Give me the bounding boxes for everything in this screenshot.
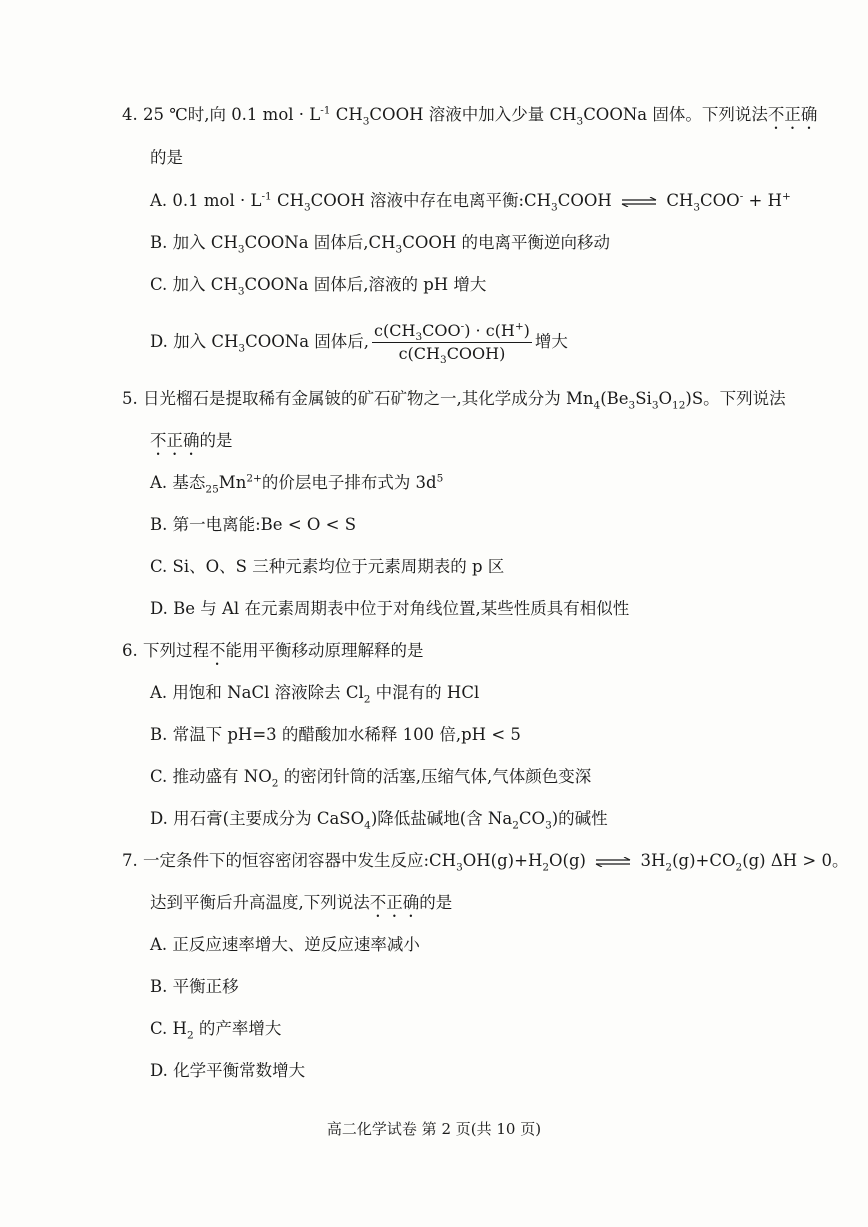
question-5-stem: 5. 日光榴石是提取稀有金属铍的矿石矿物之一,其化学成分为 $Mn_4(Be_3Si_3O_{12})S$。下列说法: [122, 389, 786, 412]
question-7-stem: 7. 一定条件下的恒容密闭容器中发生反应$:CH_3OH(g)+H_2O(g)$ $3H_2(g)+CO_2(g) \Delta H > 0$。: [122, 851, 849, 874]
question-6-option-b: B. 常温下 pH=3 的醋酸加水稀释 100 倍,pH < 5: [150, 725, 521, 744]
question-7-option-b: B. 平衡正移: [150, 977, 239, 996]
concentration-fraction: [372, 320, 532, 365]
question-7-option-c: C. $H_2$ 的产率增大: [150, 1019, 282, 1042]
question-4-stem: 4. 25 ℃时,向 0.1 mol · $L^{-1}$ $CH_3COOH$ 溶液中加入少量 $CH_3COONa$ 固体。下列说法不正确: [122, 104, 818, 128]
question-5-option-a: A. 基态$_{25}Mn^{2+}$的价层电子排布式为 $3d^5$: [150, 472, 444, 496]
equilibrium-arrow-icon: [621, 197, 657, 207]
emphasis-not: 不: [209, 641, 226, 660]
question-6-option-d: D. 用石膏(主要成分为 CaSO$_4$)降低盐碱地(含 $Na_2CO_3$)的碱性: [150, 809, 608, 832]
question-7-option-a: A. 正反应速率增大、逆反应速率减小: [150, 935, 420, 954]
question-4-option-b: B. 加入 $CH_3COONa$ 固体后$,CH_3COOH$ 的电离平衡逆向移动: [150, 233, 611, 256]
question-5-option-d: D. Be 与 Al 在元素周期表中位于对角线位置,某些性质具有相似性: [150, 599, 630, 618]
question-7-option-d: D. 化学平衡常数增大: [150, 1061, 306, 1080]
question-6-stem: 6. 下列过程不能用平衡移动原理解释的是: [122, 641, 424, 660]
question-5-option-c: C. Si、O、S 三种元素均位于元素周期表的 p 区: [150, 557, 505, 576]
question-4-stem-line2: 的是: [150, 148, 183, 167]
page-footer: 高二化学试卷 第 2 页(共 10 页): [326, 1120, 542, 1138]
emphasis-not-correct: 不正确: [150, 431, 200, 450]
question-5-option-b: B. 第一电离能:Be < O < S: [150, 515, 357, 534]
emphasis-not-correct: 不正确: [767, 105, 818, 124]
fraction-denominator: $c(CH_3COOH)$: [398, 344, 506, 367]
question-5-stem-line2: 不正确的是: [150, 431, 233, 450]
question-4-option-a: A. 0.1 mol · $L^{-1}$ $CH_3COOH$ 溶液中存在电离平衡$:CH_3COOH$ $CH_3COO^- + H^+$: [150, 190, 791, 214]
emphasis-not-correct: 不正确: [369, 893, 420, 912]
equilibrium-arrow-icon: [595, 857, 631, 867]
fraction-numerator: $c(CH_3COO^-) \cdot c(H^+)$: [374, 320, 530, 344]
question-4-option-d: D. 加入 $CH_3COONa$ 固体后, $\frac{c(CH_3COO^-) \cdot c(H^+)}{c(CH_3COOH)}$ 增大: [150, 320, 568, 367]
question-6-option-a: A. 用饱和 NaCl 溶液除去 $Cl_2$ 中混有的 HCl: [150, 683, 480, 706]
question-7-stem-line2: 达到平衡后升高温度,下列说法不正确的是: [150, 893, 453, 912]
question-4-option-c: C. 加入 $CH_3COONa$ 固体后,溶液的 pH 增大: [150, 275, 487, 298]
question-6-option-c: C. 推动盛有 $NO_2$ 的密闭针筒的活塞,压缩气体,气体颜色变深: [150, 767, 592, 790]
